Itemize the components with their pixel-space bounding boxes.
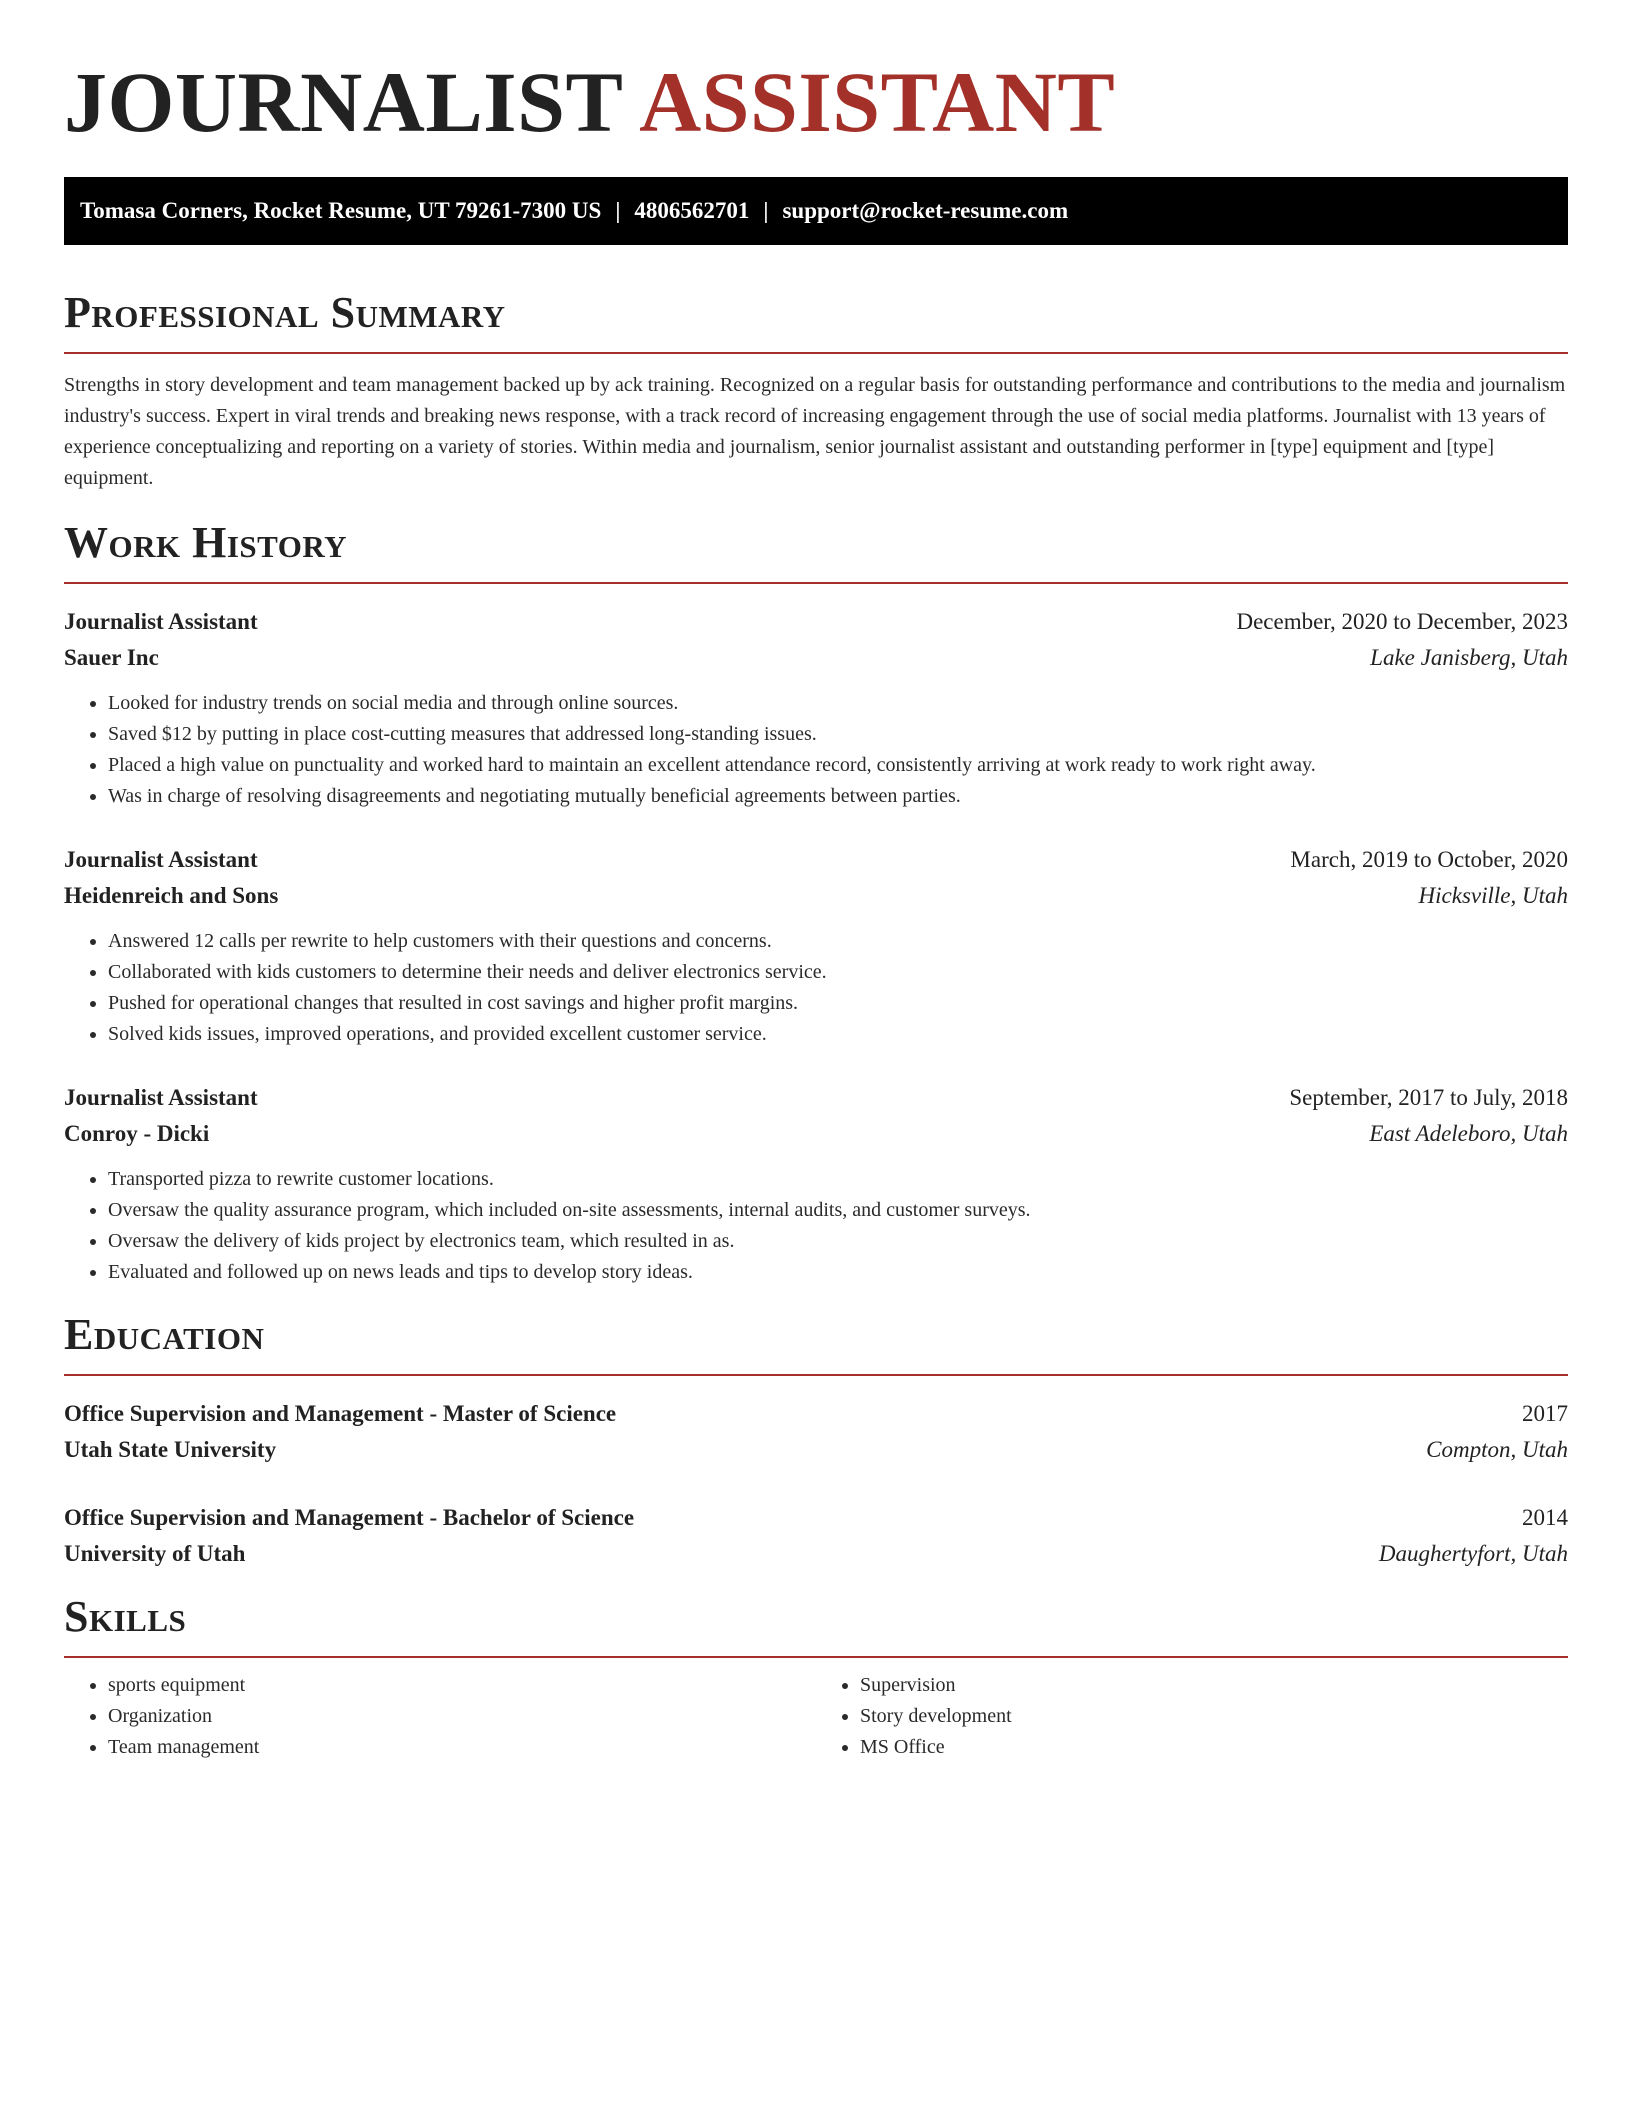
contact-phone: 4806562701 bbox=[634, 198, 750, 223]
education-degree-row bbox=[64, 1396, 1568, 1432]
section-divider bbox=[64, 352, 1568, 354]
education-degree: Office Supervision and Management - Master of Science bbox=[64, 1401, 617, 1426]
job-entry bbox=[64, 1080, 1568, 1288]
education-entry bbox=[64, 1396, 1568, 1468]
education-location: Compton, Utah bbox=[1426, 1437, 1568, 1462]
job-company: Heidenreich and Sons bbox=[64, 883, 279, 908]
job-title: Journalist Assistant bbox=[64, 609, 258, 634]
job-dates: December, 2020 to December, 2023 bbox=[1236, 609, 1568, 634]
job-bullets bbox=[64, 688, 1568, 812]
job-company: Conroy - Dicki bbox=[64, 1121, 210, 1146]
contact-bar bbox=[64, 177, 1568, 245]
job-dates: September, 2017 to July, 2018 bbox=[1289, 1085, 1568, 1110]
resume-name bbox=[64, 52, 1568, 152]
job-company-row bbox=[64, 1116, 1568, 1152]
education-degree-row bbox=[64, 1500, 1568, 1536]
education-school: Utah State University bbox=[64, 1437, 277, 1462]
job-bullet: • Placed a high value on punctuality and worked hard to maintain an excellent attendance record, consistently arriving at work ready to work right away. bbox=[108, 750, 1568, 781]
job-bullet: • Looked for industry trends on social media and through online sources. bbox=[108, 688, 1568, 719]
education-location: Daughertyfort, Utah bbox=[1378, 1541, 1568, 1566]
section-divider bbox=[64, 1656, 1568, 1658]
job-entry bbox=[64, 604, 1568, 812]
section-title-summary: Professional Summary bbox=[64, 288, 506, 337]
contact-address: Tomasa Corners, Rocket Resume, UT 79261-7300 US bbox=[80, 198, 602, 223]
skill-item: • Supervision bbox=[860, 1670, 1568, 1701]
name-second-part: ASSISTANT bbox=[639, 54, 1116, 150]
skills-column-left bbox=[64, 1670, 816, 1763]
skill-item: • Story development bbox=[860, 1701, 1568, 1732]
skill-item: • Organization bbox=[108, 1701, 816, 1732]
education-school-row bbox=[64, 1432, 1568, 1468]
job-bullet: • Transported pizza to rewrite customer locations. bbox=[108, 1164, 1568, 1195]
education-degree: Office Supervision and Management - Bachelor of Science bbox=[64, 1505, 635, 1530]
contact-separator: | bbox=[763, 198, 769, 223]
work-history-section bbox=[64, 518, 1568, 1288]
section-title-education: Education bbox=[64, 1310, 265, 1359]
job-company-row bbox=[64, 640, 1568, 676]
job-bullets bbox=[64, 926, 1568, 1050]
contact-email: support@rocket-resume.com bbox=[782, 198, 1069, 223]
skill-item: • MS Office bbox=[860, 1732, 1568, 1763]
job-location: Hicksville, Utah bbox=[1418, 883, 1568, 908]
job-entry bbox=[64, 842, 1568, 1050]
skills-column-right bbox=[816, 1670, 1568, 1763]
job-header-row bbox=[64, 1080, 1568, 1116]
name-first-part: JOURNALIST bbox=[64, 54, 622, 150]
job-bullet: • Answered 12 calls per rewrite to help customers with their questions and concerns. bbox=[108, 926, 1568, 957]
skills-section bbox=[64, 1592, 1568, 1763]
education-school-row bbox=[64, 1536, 1568, 1572]
section-title-skills: Skills bbox=[64, 1592, 187, 1641]
job-bullet: • Saved $12 by putting in place cost-cutting measures that addressed long-standing issues. bbox=[108, 719, 1568, 750]
job-bullet: • Collaborated with kids customers to determine their needs and deliver electronics service. bbox=[108, 957, 1568, 988]
education-year: 2017 bbox=[1522, 1401, 1568, 1426]
job-bullet: • Oversaw the delivery of kids project by electronics team, which resulted in as. bbox=[108, 1226, 1568, 1257]
job-title: Journalist Assistant bbox=[64, 847, 258, 872]
job-company: Sauer Inc bbox=[64, 645, 159, 670]
education-entry bbox=[64, 1500, 1568, 1572]
job-title: Journalist Assistant bbox=[64, 1085, 258, 1110]
skills-grid bbox=[64, 1670, 1568, 1763]
job-header-row bbox=[64, 842, 1568, 878]
job-bullet: • Evaluated and followed up on news leads and tips to develop story ideas. bbox=[108, 1257, 1568, 1288]
contact-separator: | bbox=[615, 198, 621, 223]
job-location: East Adeleboro, Utah bbox=[1369, 1121, 1568, 1146]
section-title-work-history: Work History bbox=[64, 518, 348, 567]
job-header-row bbox=[64, 604, 1568, 640]
section-divider bbox=[64, 1374, 1568, 1376]
education-year: 2014 bbox=[1522, 1505, 1568, 1530]
education-school: University of Utah bbox=[64, 1541, 246, 1566]
job-bullet: • Solved kids issues, improved operations, and provided excellent customer service. bbox=[108, 1019, 1568, 1050]
summary-section bbox=[64, 288, 1568, 494]
skill-item: • Team management bbox=[108, 1732, 816, 1763]
section-divider bbox=[64, 582, 1568, 584]
job-bullets bbox=[64, 1164, 1568, 1288]
education-section bbox=[64, 1310, 1568, 1572]
job-bullet: • Pushed for operational changes that resulted in cost savings and higher profit margins. bbox=[108, 988, 1568, 1019]
job-bullet: • Was in charge of resolving disagreements and negotiating mutually beneficial agreements between parties. bbox=[108, 781, 1568, 812]
job-dates: March, 2019 to October, 2020 bbox=[1290, 847, 1568, 872]
job-location: Lake Janisberg, Utah bbox=[1370, 645, 1568, 670]
job-bullet: • Oversaw the quality assurance program, which included on-site assessments, internal audits, and customer surveys. bbox=[108, 1195, 1568, 1226]
job-company-row bbox=[64, 878, 1568, 914]
skill-item: • sports equipment bbox=[108, 1670, 816, 1701]
summary-text: Strengths in story development and team management backed up by ack training. Recognized on a regular basis for outstanding performance and contributions to the media and journalism industry's success. Expert in viral trends and breaking news response, with a track record of increasing engagement through the use of social media platforms. Journalist with 13 years of experience conceptualizing and reporting on a variety of stories. Within media and journalism, senior journalist assistant and outstanding performer in [type] equipment and [type] equipment. bbox=[64, 374, 1566, 489]
